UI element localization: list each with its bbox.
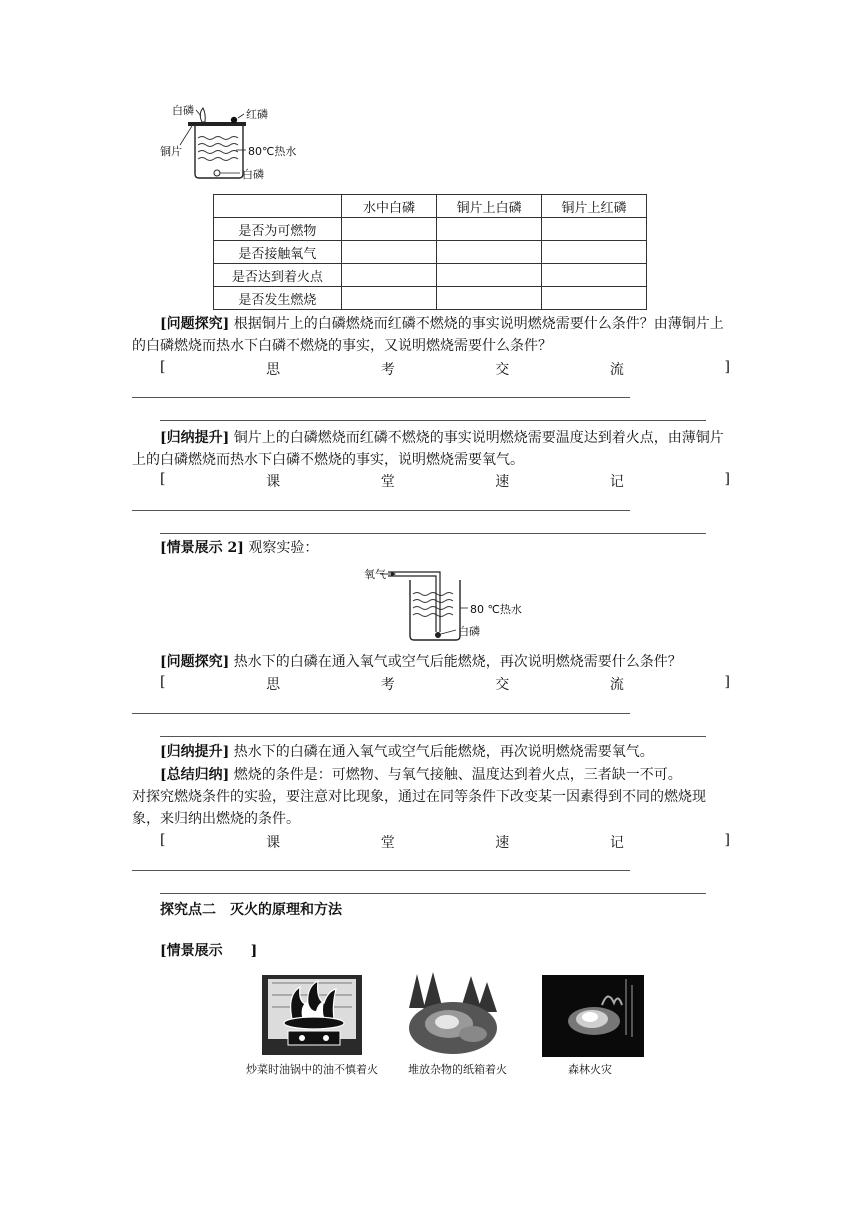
- think-exchange-header-1: [160, 359, 730, 379]
- think-char: 流: [609, 362, 624, 378]
- label-red-phosphorus: 红磷: [246, 108, 268, 121]
- question-tag: [问题探究]: [160, 316, 230, 332]
- think-char: 流: [609, 677, 624, 693]
- caption-forest-fire: 森林火灾: [568, 1063, 612, 1076]
- think-char: 考: [380, 362, 395, 378]
- note-char: 速: [495, 835, 510, 851]
- answer-line: [132, 713, 630, 714]
- section-heading: 探究点二 灭火的原理和方法: [160, 902, 342, 918]
- boxes-fire-image: [403, 968, 503, 1058]
- note-char: 速: [495, 474, 510, 490]
- pan-fire-image: [262, 975, 362, 1055]
- scene-text: 观察实验：: [248, 540, 319, 556]
- summary-text: 热水下的白磷在通入氧气或空气后能燃烧，再次说明燃烧需要氧气。: [233, 744, 654, 760]
- note-char: 课: [266, 474, 281, 490]
- bracket-close: ]: [724, 674, 730, 690]
- bracket-open: [: [160, 674, 166, 690]
- table-row: [214, 218, 647, 241]
- conclusion-paragraph: [132, 764, 730, 830]
- question-text: 根据铜片上的白磷燃烧而红磷不燃烧的事实说明燃烧需要什么条件？由薄铜片上的白磷燃烧而热水下白磷不燃烧的事实，又说明燃烧需要什么条件？: [132, 316, 724, 354]
- label-hot-water-2: 80 ℃热水: [470, 603, 522, 616]
- table-header-cell: 铜片上白磷: [437, 195, 542, 218]
- table-row-label: 是否达到着火点: [214, 264, 342, 287]
- bracket-close: ]: [724, 359, 730, 375]
- bracket-open: [: [160, 359, 166, 375]
- table-row-label: 是否发生燃烧: [214, 287, 342, 310]
- table-row-label: 是否接触氧气: [214, 241, 342, 264]
- note-char: 记: [609, 835, 624, 851]
- think-char: 思: [266, 362, 281, 378]
- table-header-cell: 铜片上红磷: [542, 195, 647, 218]
- answer-line: [132, 870, 630, 871]
- answer-line: [160, 893, 706, 894]
- answer-line: [160, 533, 706, 534]
- conclusion-text-2: 对探究燃烧条件的实验，要注意对比现象，通过在同等条件下改变某一因素得到不同的燃烧现象，来归纳出燃烧的条件。: [132, 789, 706, 827]
- class-notes-header-1: [160, 471, 730, 491]
- note-char: 堂: [380, 835, 395, 851]
- think-char: 思: [266, 677, 281, 693]
- answer-line: [160, 736, 706, 737]
- bracket-open: [: [160, 471, 166, 487]
- table-row: [214, 241, 647, 264]
- conclusion-tag: [总结归纳]: [160, 767, 230, 783]
- note-char: 课: [266, 835, 281, 851]
- question-paragraph-2: [160, 651, 730, 673]
- think-char: 考: [380, 677, 395, 693]
- answer-line: [160, 420, 706, 421]
- table-header-cell: [214, 195, 342, 218]
- label-hot-water: 80℃热水: [248, 145, 297, 158]
- summary-text: 铜片上的白磷燃烧而红磷不燃烧的事实说明燃烧需要温度达到着火点，由薄铜片上的白磷燃烧而热水下白磷不燃烧的事实，说明燃烧需要氧气。: [132, 430, 724, 468]
- question-tag: [问题探究]: [160, 654, 230, 670]
- scene-tag: [情景展示 2]: [160, 540, 244, 556]
- table-header-cell: 水中白磷: [341, 195, 436, 218]
- answer-line: [132, 510, 630, 511]
- label-white-phosphorus-bottom: 白磷: [242, 168, 264, 181]
- scene-tag-3: [情景展示 ]: [160, 943, 258, 959]
- note-char: 记: [609, 474, 624, 490]
- summary-paragraph-2: [160, 741, 730, 763]
- table-row-label: 是否为可燃物: [214, 218, 342, 241]
- question-text: 热水下的白磷在通入氧气或空气后能燃烧，再次说明燃烧需要什么条件？: [233, 654, 682, 670]
- summary-paragraph-1: [132, 427, 730, 471]
- table-header-row: [214, 195, 647, 218]
- forest-fire-image: [542, 975, 644, 1057]
- bracket-close: ]: [724, 832, 730, 848]
- think-char: 交: [495, 362, 510, 378]
- caption-pan-fire: 炒菜时油锅中的油不慎着火: [246, 1063, 378, 1076]
- summary-tag: [归纳提升]: [160, 430, 230, 446]
- answer-line: [132, 397, 630, 398]
- label-copper-sheet: 铜片: [160, 145, 182, 158]
- label-white-phosphorus-top: 白磷: [172, 104, 194, 117]
- bracket-open: [: [160, 832, 166, 848]
- scene-paragraph-2: [160, 537, 318, 559]
- question-paragraph-1: [132, 313, 730, 357]
- summary-tag: [归纳提升]: [160, 744, 230, 760]
- table-row: [214, 287, 647, 310]
- caption-boxes-fire: 堆放杂物的纸箱着火: [408, 1063, 507, 1076]
- label-white-phosphorus-2: 白磷: [458, 625, 480, 638]
- table-row: [214, 264, 647, 287]
- label-oxygen: 氧气: [364, 568, 386, 581]
- class-notes-header-2: [160, 832, 730, 852]
- bracket-close: ]: [724, 471, 730, 487]
- note-char: 堂: [380, 474, 395, 490]
- think-char: 交: [495, 677, 510, 693]
- think-exchange-header-2: [160, 674, 730, 694]
- conclusion-text: 燃烧的条件是：可燃物、与氧气接触、温度达到着火点，三者缺一不可。: [233, 767, 682, 783]
- combustion-conditions-table: [213, 194, 647, 310]
